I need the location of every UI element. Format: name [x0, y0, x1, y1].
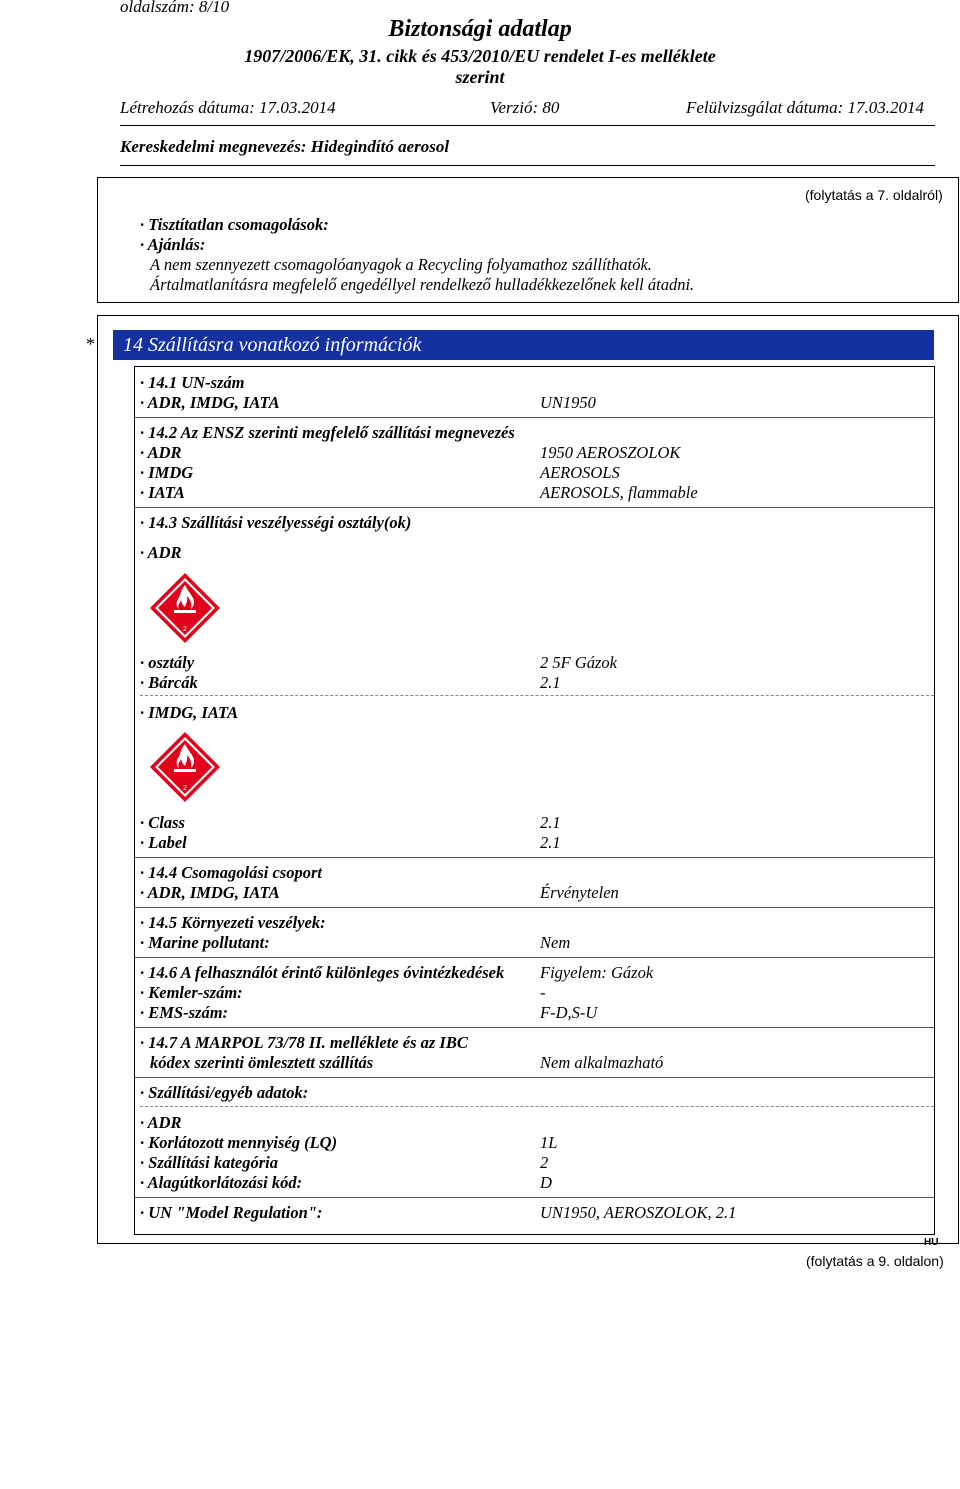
pictogram-number: 2 [183, 785, 187, 792]
recommendation-line2: Ártalmatlanításra megfelelő engedéllyel rendelkező hulladékkezelőnek kell átadni. [150, 275, 695, 294]
packing-group-heading: · 14.4 Csomagolási csoport [140, 863, 322, 882]
precautions-label: · 14.6 A felhasználót érintő különleges óvintézkedések [140, 963, 505, 982]
document-title: Biztonsági adatlap [388, 16, 572, 42]
imdg-iata-heading: · IMDG, IATA [140, 703, 239, 722]
header-divider [120, 125, 935, 126]
class-value: 2 5F Gázok [540, 653, 617, 672]
marpol-value: Nem alkalmazható [540, 1053, 664, 1072]
labels-value: 2.1 [540, 673, 561, 692]
tunnel-code-label: · Alagútkorlátozási kód: [140, 1173, 303, 1192]
adr-label: · ADR [140, 443, 182, 462]
precautions-value: Figyelem: Gázok [540, 963, 654, 982]
transport-category-value: 2 [540, 1153, 549, 1172]
divider [134, 1197, 935, 1198]
model-regulation-value: UN1950, AEROSZOLOK, 2.1 [540, 1203, 737, 1222]
un-number-label: · ADR, IMDG, IATA [140, 393, 280, 412]
shipping-name-heading: · 14.2 Az ENSZ szerinti megfelelő szállítási megnevezés [140, 423, 515, 442]
flammable-gas-pictogram-adr [148, 571, 222, 645]
country-code: HU [924, 1237, 939, 1248]
kemler-value: - [540, 983, 546, 1002]
kemler-label: · Kemler-szám: [140, 983, 243, 1002]
dashed-divider [140, 1106, 934, 1107]
recommendation-heading: · Ajánlás: [140, 235, 206, 254]
divider [134, 417, 935, 418]
divider [134, 957, 935, 958]
environmental-heading: · 14.5 Környezeti veszélyek: [140, 913, 326, 932]
ems-value: F-D,S-U [540, 1003, 598, 1022]
continued-from: (folytatás a 7. oldalról) [805, 187, 943, 203]
marpol-heading-line1: · 14.7 A MARPOL 73/78 II. melléklete és az IBC [140, 1033, 468, 1052]
hazard-class-heading: · 14.3 Szállítási veszélyességi osztály(ok) [140, 513, 412, 532]
page-number: oldalszám: 8/10 [120, 0, 230, 16]
divider [134, 857, 935, 858]
header-divider-2 [120, 165, 935, 166]
divider [134, 1027, 935, 1028]
ems-label: · EMS-szám: [140, 1003, 229, 1022]
marpol-heading-line2: kódex szerinti ömlesztett szállítás [150, 1053, 374, 1072]
un-number-value: UN1950 [540, 393, 596, 412]
divider [134, 507, 935, 508]
iata-label: · IATA [140, 483, 185, 502]
transport-category-label: · Szállítási kategória [140, 1153, 278, 1172]
class-en-label: · Class [140, 813, 185, 832]
regulation-line: 1907/2006/EK, 31. cikk és 453/2010/EU rendelet I-es melléklete [244, 46, 716, 66]
other-info-heading: · Szállítási/egyéb adatok: [140, 1083, 309, 1102]
iata-value: AEROSOLS, flammable [540, 483, 698, 502]
label-en-value: 2.1 [540, 833, 561, 852]
divider [134, 907, 935, 908]
uncleaned-packaging-heading: · Tisztítatlan csomagolások: [140, 215, 329, 234]
tunnel-code-value: D [540, 1173, 552, 1192]
trade-name: Kereskedelmi megnevezés: Hidegindító aerosol [120, 137, 450, 156]
model-regulation-label: · UN "Model Regulation": [140, 1203, 323, 1222]
revision-marker: * [86, 334, 95, 354]
labels-label: · Bárcák [140, 673, 198, 692]
label-en-label: · Label [140, 833, 187, 852]
packing-group-value: Érvénytelen [540, 883, 619, 902]
class-en-value: 2.1 [540, 813, 561, 832]
recommendation-line1: A nem szennyezett csomagolóanyagok a Recycling folyamathoz szállíthatók. [150, 255, 652, 274]
section14-title: 14 Szállításra vonatkozó információk [113, 330, 934, 360]
class-label: · osztály [140, 653, 195, 672]
pictogram-number: 2 [183, 626, 187, 633]
imdg-value: AEROSOLS [540, 463, 620, 482]
un-number-heading: · 14.1 UN-szám [140, 373, 245, 392]
divider [134, 1077, 935, 1078]
continued-on: (folytatás a 9. oldalon) [806, 1253, 944, 1269]
adr-hazard-heading: · ADR [140, 543, 182, 562]
limited-quantity-label: · Korlátozott mennyiség (LQ) [140, 1133, 338, 1152]
created-date: Létrehozás dátuma: 17.03.2014 [120, 98, 336, 117]
flammable-gas-pictogram-imdg [148, 730, 222, 804]
limited-quantity-value: 1L [540, 1133, 558, 1152]
revised-date: Felülvizsgálat dátuma: 17.03.2014 [686, 98, 924, 117]
imdg-label: · IMDG [140, 463, 194, 482]
marine-pollutant-value: Nem [540, 933, 571, 952]
dashed-divider [140, 695, 934, 696]
packing-group-label: · ADR, IMDG, IATA [140, 883, 280, 902]
regulation-suffix: szerint [455, 67, 505, 87]
section14-inner-frame [134, 366, 935, 1235]
version: Verzió: 80 [490, 98, 560, 117]
marine-pollutant-label: · Marine pollutant: [140, 933, 270, 952]
adr-value: 1950 AEROSZOLOK [540, 443, 681, 462]
adr-other-heading: · ADR [140, 1113, 182, 1132]
